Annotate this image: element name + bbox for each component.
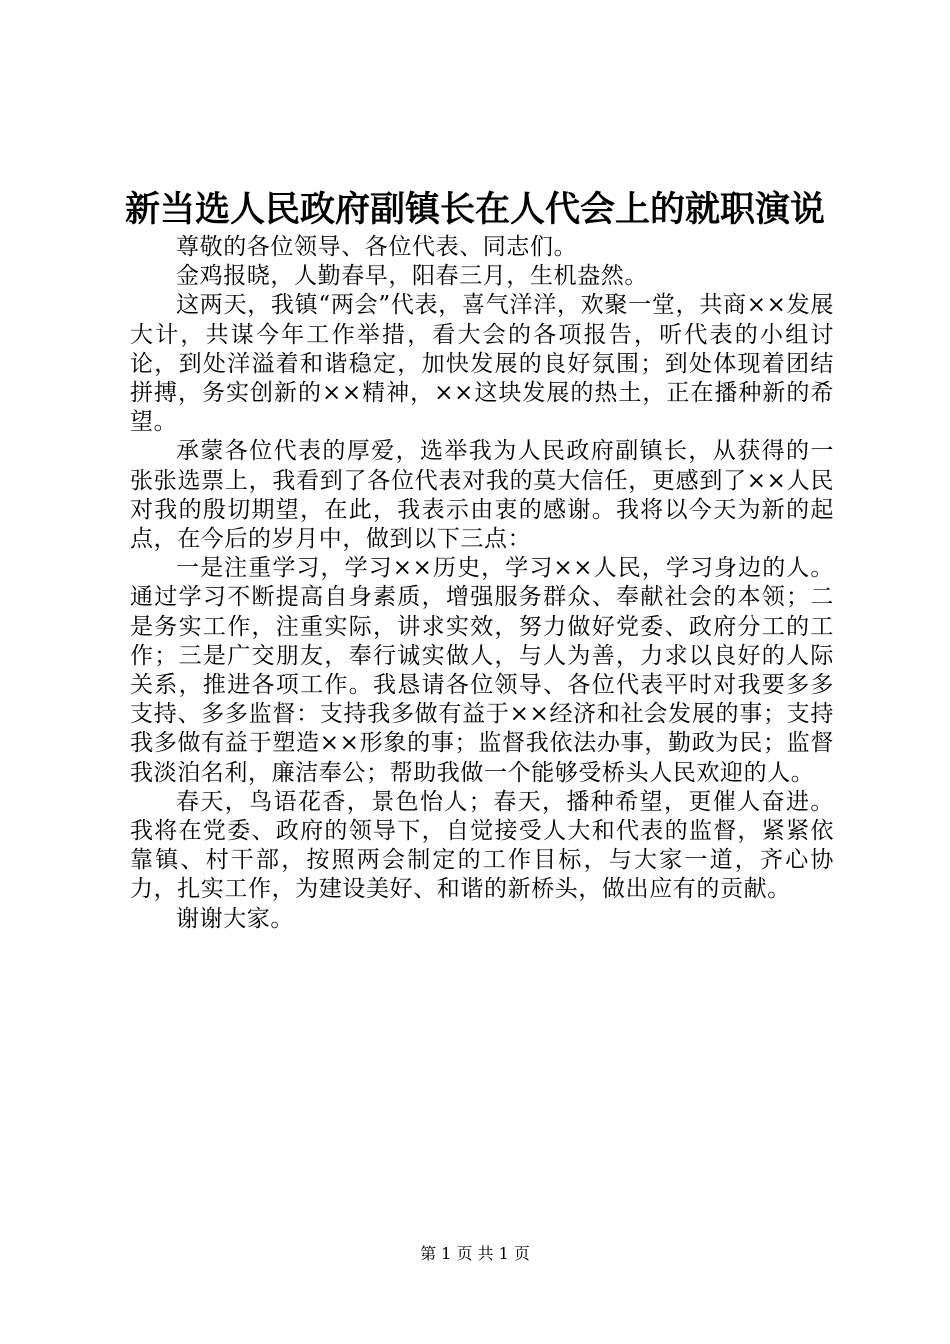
paragraph-congress: 这两天，我镇“两会”代表，喜气洋洋，欢聚一堂，共商××发展大计，共谋今年工作举措，看大会的各项报告，听代表的小组讨论，到处洋溢着和谐稳定，加快发展的良好氛围；到处体现着团结拼搏，务实创新的××精神，××这块发展的热土，正在播种新的希望。 (130, 292, 834, 436)
document-body (130, 233, 834, 934)
paragraph-closing: 春天，鸟语花香，景色怡人；春天，播种希望，更催人奋进。我将在党委、政府的领导下，自觉接受人大和代表的监督，紧紧依靠镇、村干部，按照两会制定的工作目标，与大家一道，齐心协力，扎实工作，为建设美好、和谐的新桥头，做出应有的贡献。 (130, 788, 834, 903)
paragraph-spring: 金鸡报晓，人勤春早，阳春三月，生机盎然。 (176, 263, 648, 290)
paragraph-greeting: 尊敬的各位领导、各位代表、同志们。 (176, 234, 578, 260)
paragraph-commitments: 一是注重学习，学习××历史，学习××人民，学习身边的人。通过学习不断提高自身素质，增强服务群众、奉献社会的本领；二是务实工作，注重实际，讲求实效，努力做好党委、政府分工的工作；三是广交朋友，奉行诚实做人，与人为善，力求以良好的人际关系，推进各项工作。我恳请各位领导、各位代表平时对我要多多支持、多多监督：支持我多做有益于××经济和社会发展的事；支持我多做有益于塑造××形象的事；监督我依法办事，勤政为民；监督我淡泊名利，廉洁奉公；帮助我做一个能够受桥头人民欢迎的人。 (130, 555, 834, 786)
paragraph-thanks: 承蒙各位代表的厚爱，选举我为人民政府副镇长，从获得的一张张选票上，我看到了各位代表对我的莫大信任，更感到了××人民对我的殷切期望，在此，我表示由衷的感谢。我将以今天为新的起点，在今后的岁月中，做到以下三点： (130, 438, 834, 553)
paragraph-thank-you: 谢谢大家。 (176, 905, 294, 932)
page-footer: 第 1 页 共 1 页 (420, 1244, 530, 1263)
document-title: 新当选人民政府副镇长在人代会上的就职演说 (124, 190, 825, 230)
